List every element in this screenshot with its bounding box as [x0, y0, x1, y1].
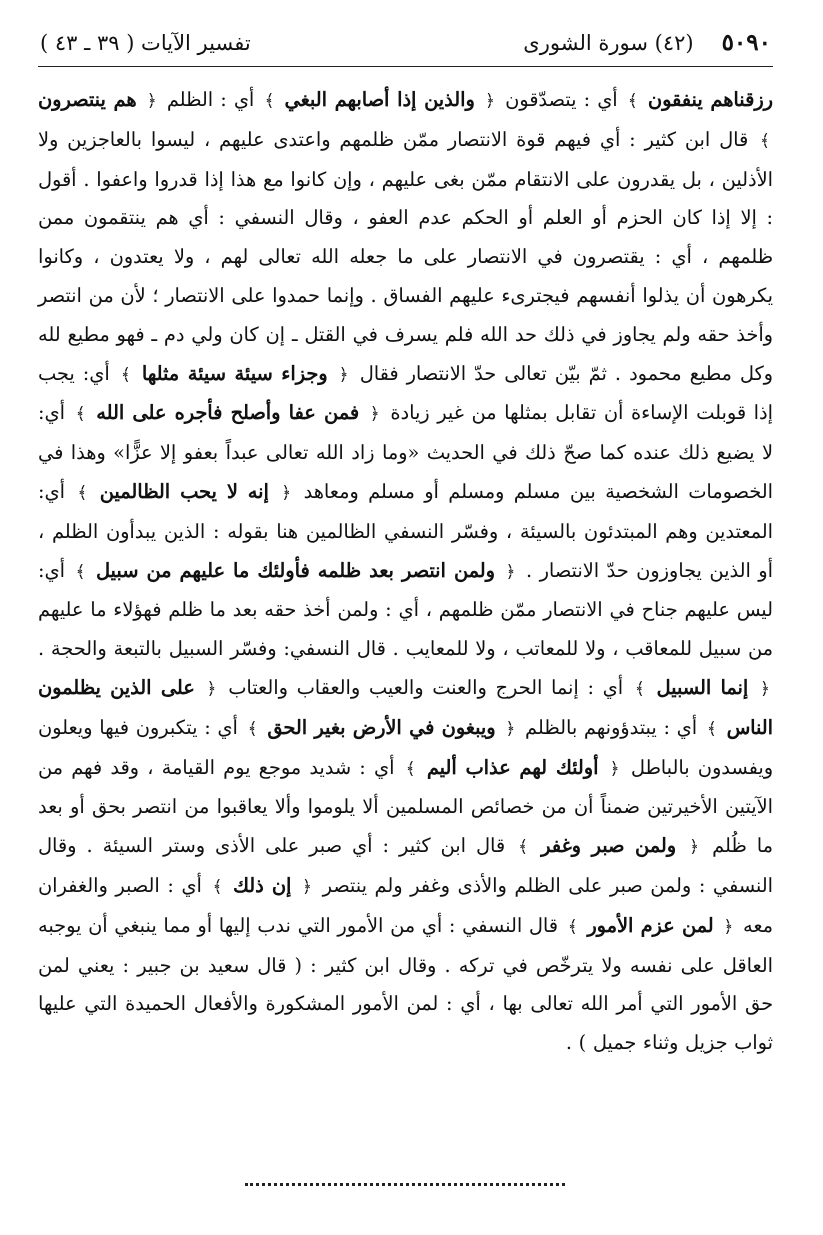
quran-quote: هم ينتصرون	[38, 88, 137, 111]
quran-quote: فمن عفا وأصلح فأجره على الله	[96, 401, 360, 425]
header-right-group	[523, 28, 771, 58]
quran-quote: ويبغون في الأرض بغير الحق	[267, 715, 496, 739]
quran-quote: إن ذلك	[233, 873, 292, 897]
commentary-text: قال النسفي : أي من الأمور التي ندب إليها أو مما ينبغي أن يوجبه العاقل على نفسه ولا يترخّص في تركه . وقال ابن كثير : ( قال سعيد بن جبير : يعني لمن حق الأمور التي أمر الله تعالى بها ، أي : لمن الأمور المشكورة والأفعال الحميدة التي عليها ثواب جزيل وثناء جميل ) .	[38, 913, 773, 1055]
surah-name: (٤٢) سورة الشورى	[523, 31, 694, 55]
ornate-bracket-open: ﴿	[369, 404, 380, 425]
ornate-bracket-close: ﴾	[75, 404, 86, 425]
commentary-text: أي : يتكبرون فيها ويعلون ويفسدون بالباطل	[38, 715, 774, 779]
ornate-bracket-open: ﴿	[689, 837, 700, 858]
quran-quote: إنه لا يحب الظالمين	[99, 479, 269, 503]
ornate-bracket-close: ﴾	[75, 561, 86, 582]
commentary-text: أي: المعتدين وهم المبتدئون بالسيئة ، وفسّر النسفي الظالمين هنا بقوله : الذين يبدأون الظلم ، أو الذين يجاوزون حدّ الانتصار .	[38, 479, 773, 582]
ornate-bracket-close: ﴾	[120, 364, 131, 385]
commentary-body	[38, 81, 773, 1063]
quran-quote: على الذين يظلمون الناس	[38, 675, 774, 739]
quran-quote: ولمن انتصر بعد ظلمه فأولئك ما عليهم من سبيل	[95, 558, 495, 582]
ornate-bracket-close: ﴾	[264, 91, 275, 111]
commentary-text: أي : إنما الحرج والعنت والعيب والعقاب والعتاب	[228, 675, 624, 699]
running-header	[38, 28, 773, 67]
commentary-text: أي: ليس عليهم جناح في الانتصار ممّن ظلمهم ، أي : ولمن أخذ حقه بعد ما ظلم فهؤلاء ما عليهم من سبيل للمعاقب ، ولا للمعاتب ، ولا للمعايب . قال النسفي: وفسّر السبيل بالتبعة والحجة .	[38, 558, 773, 661]
ornate-bracket-open: ﴿	[484, 91, 495, 111]
ornate-bracket-close: ﴾	[760, 130, 770, 151]
ornate-bracket-close: ﴾	[567, 916, 578, 937]
quran-quote: وجزاء سيئة سيئة مثلها	[141, 361, 328, 385]
quran-quote: ولمن صبر وغفر	[541, 834, 677, 858]
commentary-text: أي : الظلم	[166, 88, 255, 111]
ornate-bracket-close: ﴾	[77, 482, 88, 503]
ornate-bracket-open: ﴿	[505, 718, 516, 739]
ornate-bracket-open: ﴿	[206, 678, 217, 699]
quran-quote: لمن عزم الأمور	[587, 913, 714, 937]
commentary-text: أي : يتصدّقون	[505, 88, 618, 111]
commentary-text: قال ابن كثير : أي فيهم قوة الانتصار ممّن ظلمهم واعتدى عليهم ، ليسوا بالعاجزين ولا الأذلين ، بل يقدرون على الانتقام ممّن بغى عليهم ، وإن كانوا مع هذا إذا قدروا واعفوا . أقول : إلا إذا كان الحزم أو العلم أو الحكم عدم العفو ، وقال النسفي : أي هم ينتقمون ممن ظلمهم ، أي : يقتصرون في الانتصار على ما جعله الله تعالى لهم ، ولا يعتدون ، وكانوا يكرهون أن يذلوا أنفسهم فيجترىء عليهم الفساق . وإنما حمدوا على الانتصار ؛ لأن من انتصر وأخذ حقه ولم يجاوز في ذلك حد الله فلم يسرف في القتل ـ إن كان ولي دم ـ فهو مطيع لله وكل مطيع محمود . ثمّ بيّن تعالى حدّ الانتصار فقال	[38, 127, 773, 385]
ornate-bracket-open: ﴿	[302, 876, 312, 897]
ornate-bracket-close: ﴾	[212, 876, 223, 897]
ornate-bracket-close: ﴾	[627, 91, 638, 111]
commentary-paragraph	[38, 81, 773, 1063]
commentary-text: أي : يبتدؤونهم بالظلم	[525, 715, 698, 739]
ornate-bracket-open: ﴿	[338, 364, 349, 385]
ornate-bracket-open: ﴿	[146, 91, 157, 111]
commentary-text: أي: لا يضيع ذلك عنده كما صحّ ذلك في الحديث «وما زاد الله تعالى عبداً بعفو إلا عزًّا» وهذا في الخصومات الشخصية بين مسلم ومسلم أو مسلم ومعاهد	[38, 401, 773, 503]
quran-quote: أولئك لهم عذاب أليم	[426, 755, 599, 779]
ornate-bracket-close: ﴾	[405, 758, 416, 779]
commentary-text: أي : الصبر والغفران معه	[38, 873, 773, 937]
section-title: تفسير الآيات ( ٣٩ ـ ٤٣ )	[40, 31, 251, 55]
ornate-bracket-close: ﴾	[634, 678, 645, 699]
page-number: ٥٠٩٠	[721, 29, 771, 56]
commentary-text: أي : شديد موجع يوم القيامة ، وقد فهم من الآيتين الأخيرتين ضمناً أن من خصائص المسلمين ألا يلوموا وألا يعاقبوا من انتصر بحق أو بعد ما ظُلم	[38, 755, 773, 858]
ornate-bracket-open: ﴿	[759, 678, 770, 699]
ornate-bracket-close: ﴾	[706, 718, 717, 739]
commentary-text: قال ابن كثير : أي صبر على الأذى وستر السيئة . وقال النسفي : ولمن صبر على الظلم والأذى وغفر ولم ينتصر	[38, 834, 773, 897]
quran-quote: رزقناهم ينفقون	[647, 88, 773, 111]
ornate-bracket-open: ﴿	[723, 916, 734, 937]
quran-quote: إنما السبيل	[656, 675, 749, 699]
ornate-bracket-close: ﴾	[518, 837, 529, 858]
dotted-footer-rule	[245, 1183, 565, 1186]
ornate-bracket-close: ﴾	[247, 718, 258, 739]
quran-quote: والذين إذا أصابهم البغي	[284, 88, 475, 111]
ornate-bracket-open: ﴿	[281, 482, 292, 503]
ornate-bracket-open: ﴿	[609, 758, 620, 779]
commentary-text: أي: يجب إذا قوبلت الإساءة أن تقابل بمثلها من غير زيادة	[38, 361, 773, 425]
ornate-bracket-open: ﴿	[505, 561, 516, 582]
